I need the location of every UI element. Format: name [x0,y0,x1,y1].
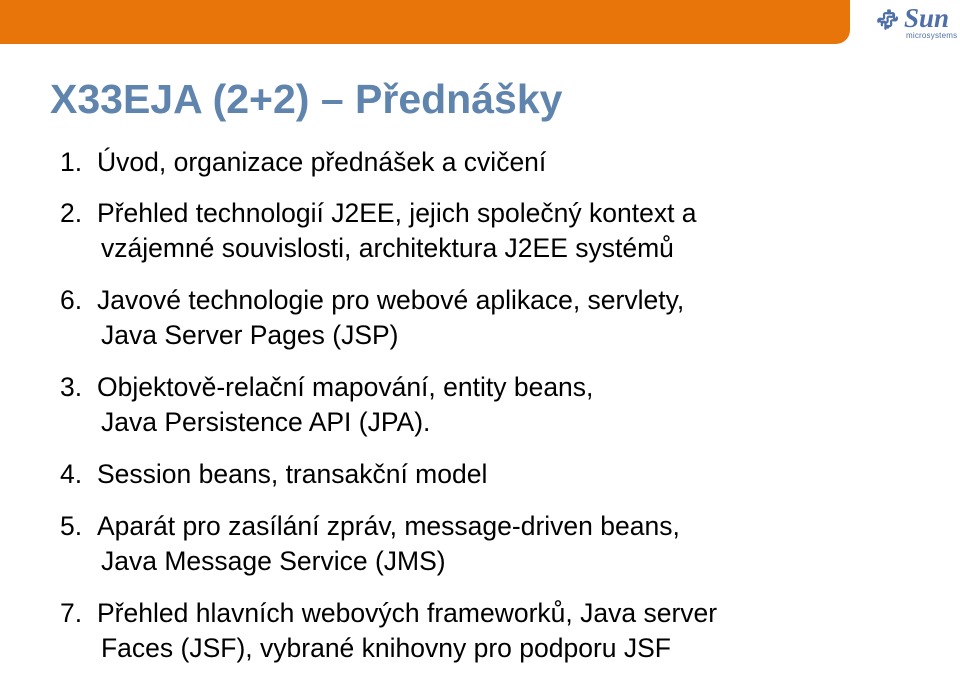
lecture-text: Přehled hlavních webových frameworků, Java server [97,598,718,628]
lecture-item [60,509,940,579]
logo-subtitle: microsystems [906,31,958,40]
lecture-item [60,145,940,180]
lecture-text: Objektově-relační mapování, entity beans, [97,372,594,402]
lecture-item [60,196,940,266]
lecture-number: 2. [60,198,83,228]
slide-title: X33EJA (2+2) – Přednášky [50,76,563,122]
lecture-text: Javové technologie pro webové aplikace, servlety, [97,285,685,315]
lecture-item [60,457,940,492]
lecture-item-line [60,457,940,492]
lecture-text-continued: Faces (JSF), vybrané knihovny pro podporu JSF [101,633,671,663]
lecture-item-line [60,283,940,318]
lecture-text: Přehled technologií J2EE, jejich společný kontext a [97,198,697,228]
lecture-text-continued: Java Persistence API (JPA). [101,407,431,437]
lecture-number: 1. [60,147,83,177]
lecture-item-line [60,370,940,405]
lecture-item [60,370,940,440]
lecture-text-continued: Java Message Service (JMS) [101,546,446,576]
lecture-item-line [60,145,940,180]
lecture-item [60,596,940,666]
sun-diamond-icon [874,6,904,36]
lecture-number: 6. [60,285,83,315]
logo-wordmark: Sun [904,3,950,33]
lecture-number: 3. [60,372,83,402]
lecture-number: 4. [60,459,83,489]
lecture-number: 7. [60,598,83,628]
lecture-item-line [60,509,940,544]
lecture-text-continued: vzájemné souvislosti, architektura J2EE systémů [101,233,674,263]
sun-logo [874,4,956,44]
lecture-list [60,145,940,666]
top-accent-bar [0,0,850,44]
lecture-text-continued: Java Server Pages (JSP) [101,320,399,350]
lecture-text: Úvod, organizace přednášek a cvičení [97,147,547,177]
lecture-text: Aparát pro zasílání zpráv, message-driven beans, [97,511,680,541]
lecture-item-line [60,596,940,631]
lecture-item-line [60,196,940,231]
lecture-item [60,283,940,353]
lecture-text: Session beans, transakční model [97,459,488,489]
lecture-number: 5. [60,511,83,541]
